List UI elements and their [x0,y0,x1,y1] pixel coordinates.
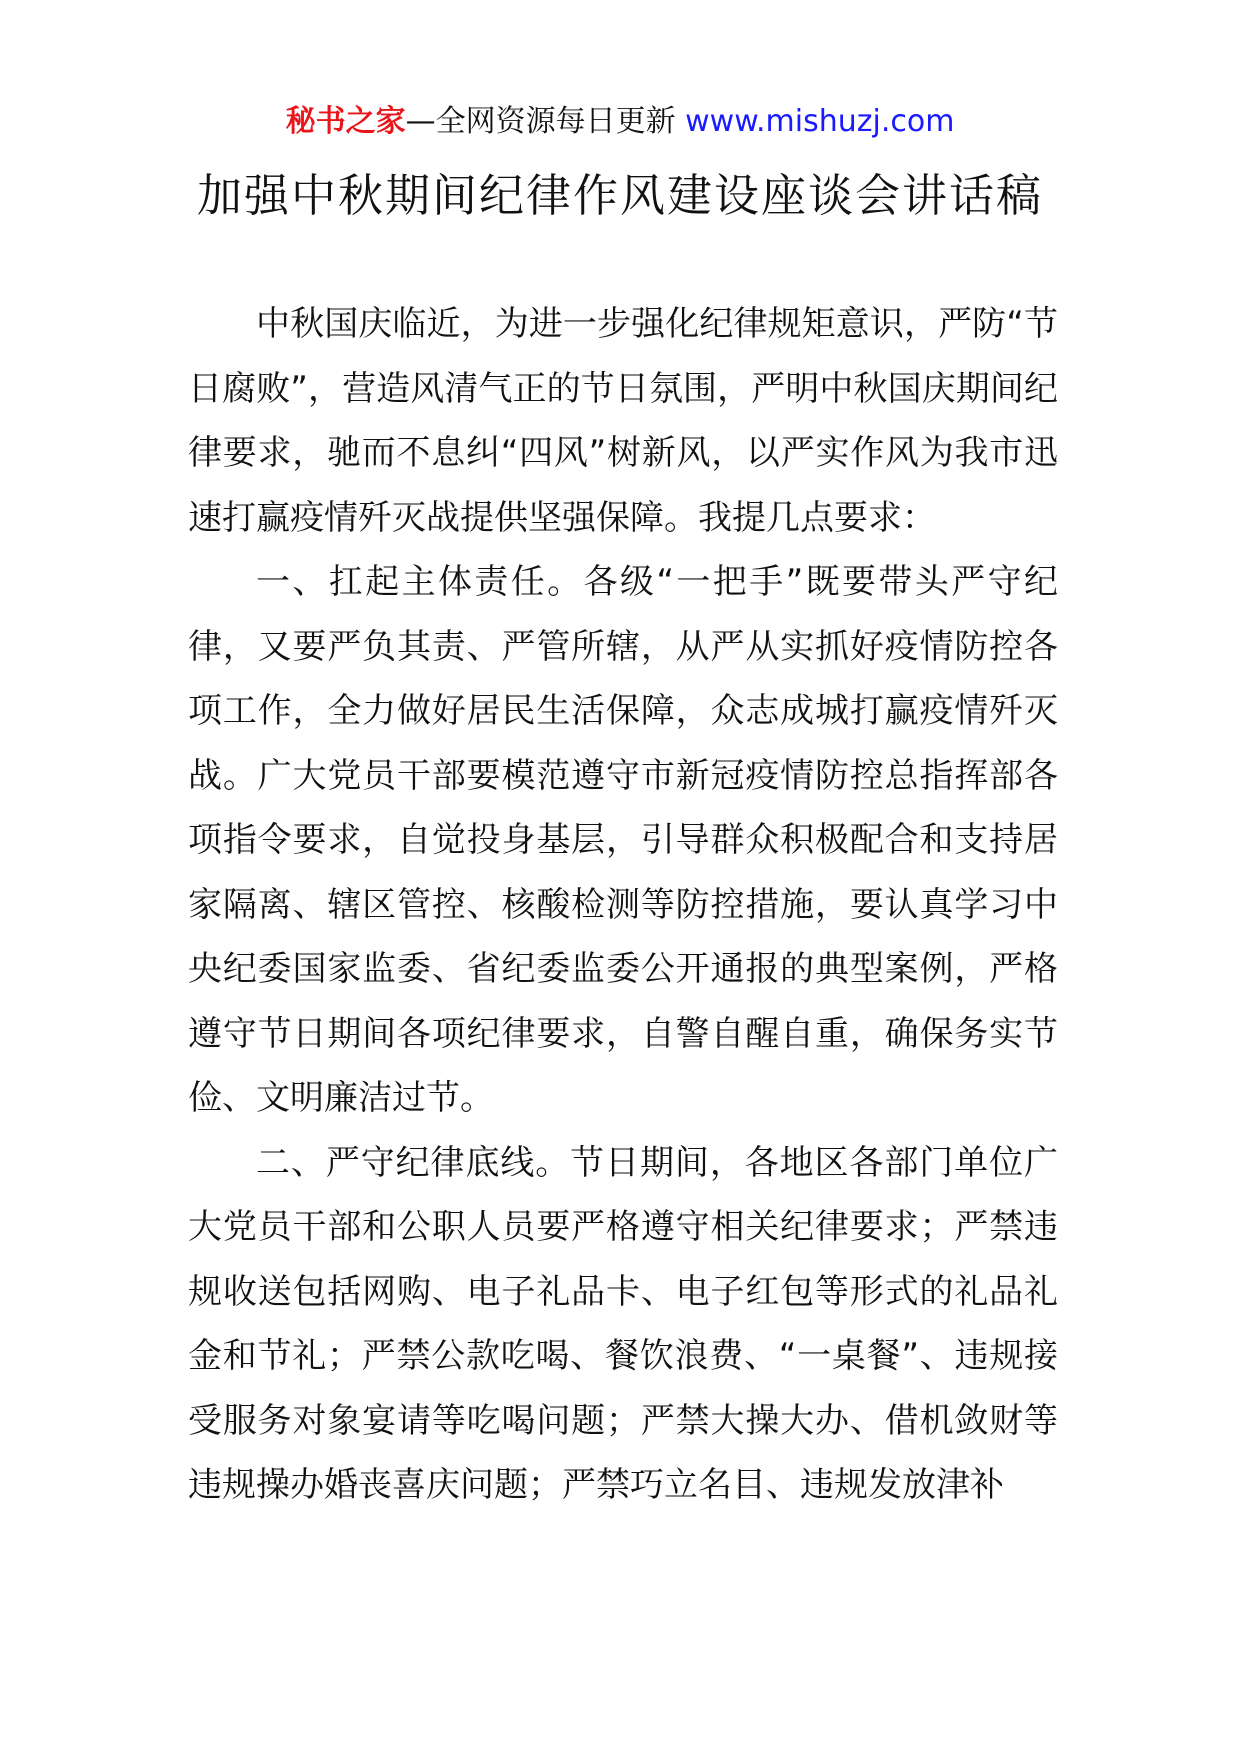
paragraph-section-one: 一、扛起主体责任。各级“一把手”既要带头严守纪律，又要严负其责、严管所辖，从严从实抓好疫情防控各项工作，全力做好居民生活保障，众志成城打赢疫情歼灭战。广大党员干部要模范遵守市新冠疫情防控总指挥部各项指令要求，自觉投身基层，引导群众积极配合和支持居家隔离、辖区管控、核酸检测等防控措施，要认真学习中央纪委国家监委、省纪委监委公开通报的典型案例，严格遵守节日期间各项纪律要求，自警自醒自重，确保务实节俭、文明廉洁过节。 [188,562,1058,1118]
document-title: 加强中秋期间纪律作风建设座谈会讲话稿 [196,169,1043,222]
document-body [188,292,1058,1518]
site-header [0,102,1240,142]
header-tagline: —全网资源每日更新 [405,104,686,139]
paragraph-section-two: 二、严守纪律底线。节日期间，各地区各部门单位广大党员干部和公职人员要严格遵守相关纪律要求；严禁违规收送包括网购、电子礼品卡、电子红包等形式的礼品礼金和节礼；严禁公款吃喝、餐饮浪费、“一桌餐”、违规接受服务对象宴请等吃喝问题；严禁大操大办、借机敛财等违规操办婚丧喜庆问题；严禁巧立名目、违规发放津补 [188,1142,1058,1505]
brand-name: 秘书之家 [285,104,406,139]
paragraph-intro: 中秋国庆临近，为进一步强化纪律规矩意识，严防“节日腐败”，营造风清气正的节日氛围，严明中秋国庆期间纪律要求，驰而不息纠“四风”树新风，以严实作风为我市迅速打赢疫情歼灭战提供坚强保障。我提几点要求： [188,304,1058,538]
site-url-link[interactable]: www.mishuzj.com [685,104,955,139]
